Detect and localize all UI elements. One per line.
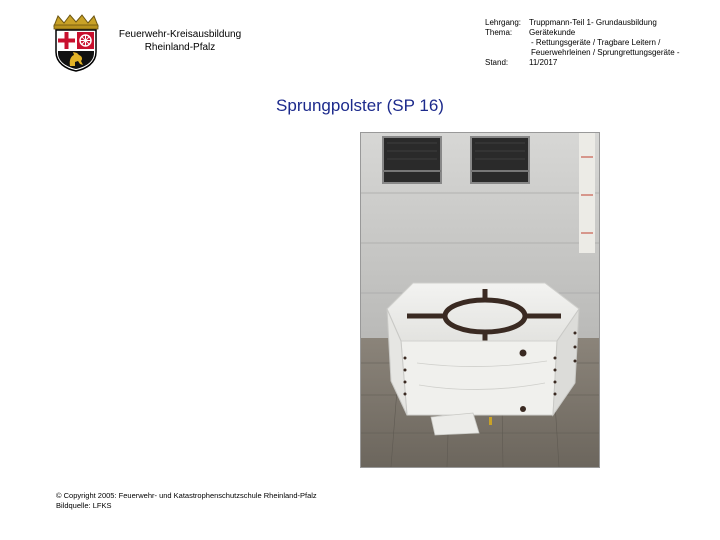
- topic-row-2: [485, 38, 710, 48]
- coat-of-arms-rlp-icon: [50, 14, 102, 72]
- topic-value: Gerätekunde: [529, 28, 576, 37]
- copyright-text: © Copyright 2005: Feuerwehr- und Katastrophenschutzschule Rheinland-Pfalz: [56, 491, 317, 500]
- footer: [56, 491, 317, 511]
- image-source-text: Bildquelle: LFKS: [56, 501, 112, 510]
- topic-detail-line-3: Feuerwehrleinen / Sprungrettungsgeräte -: [531, 48, 680, 57]
- topic-label: Thema:: [485, 28, 513, 37]
- topic-detail-line-2: - Rettungsgeräte / Tragbare Leitern /: [531, 38, 661, 47]
- coat-of-arms-logo: [50, 14, 102, 72]
- organization-name: [110, 28, 250, 54]
- sprungpolster-photo: [360, 132, 600, 468]
- organization-line-2: Rheinland-Pfalz: [144, 42, 216, 53]
- slide-title: Sprungpolster (SP 16): [276, 96, 444, 115]
- topic-row-3: [485, 48, 710, 58]
- topic-row: [485, 28, 710, 38]
- course-value: Truppmann-Teil 1- Grundausbildung: [529, 18, 657, 27]
- course-meta: [485, 18, 710, 68]
- course-row: [485, 18, 710, 28]
- date-label: Stand:: [485, 58, 509, 67]
- course-label: Lehrgang:: [485, 18, 522, 27]
- organization-line-1: Feuerwehr-Kreisausbildung: [118, 29, 242, 40]
- date-value: 11/2017: [529, 58, 558, 67]
- sprungpolster-image: [361, 133, 599, 467]
- date-row: [485, 58, 710, 68]
